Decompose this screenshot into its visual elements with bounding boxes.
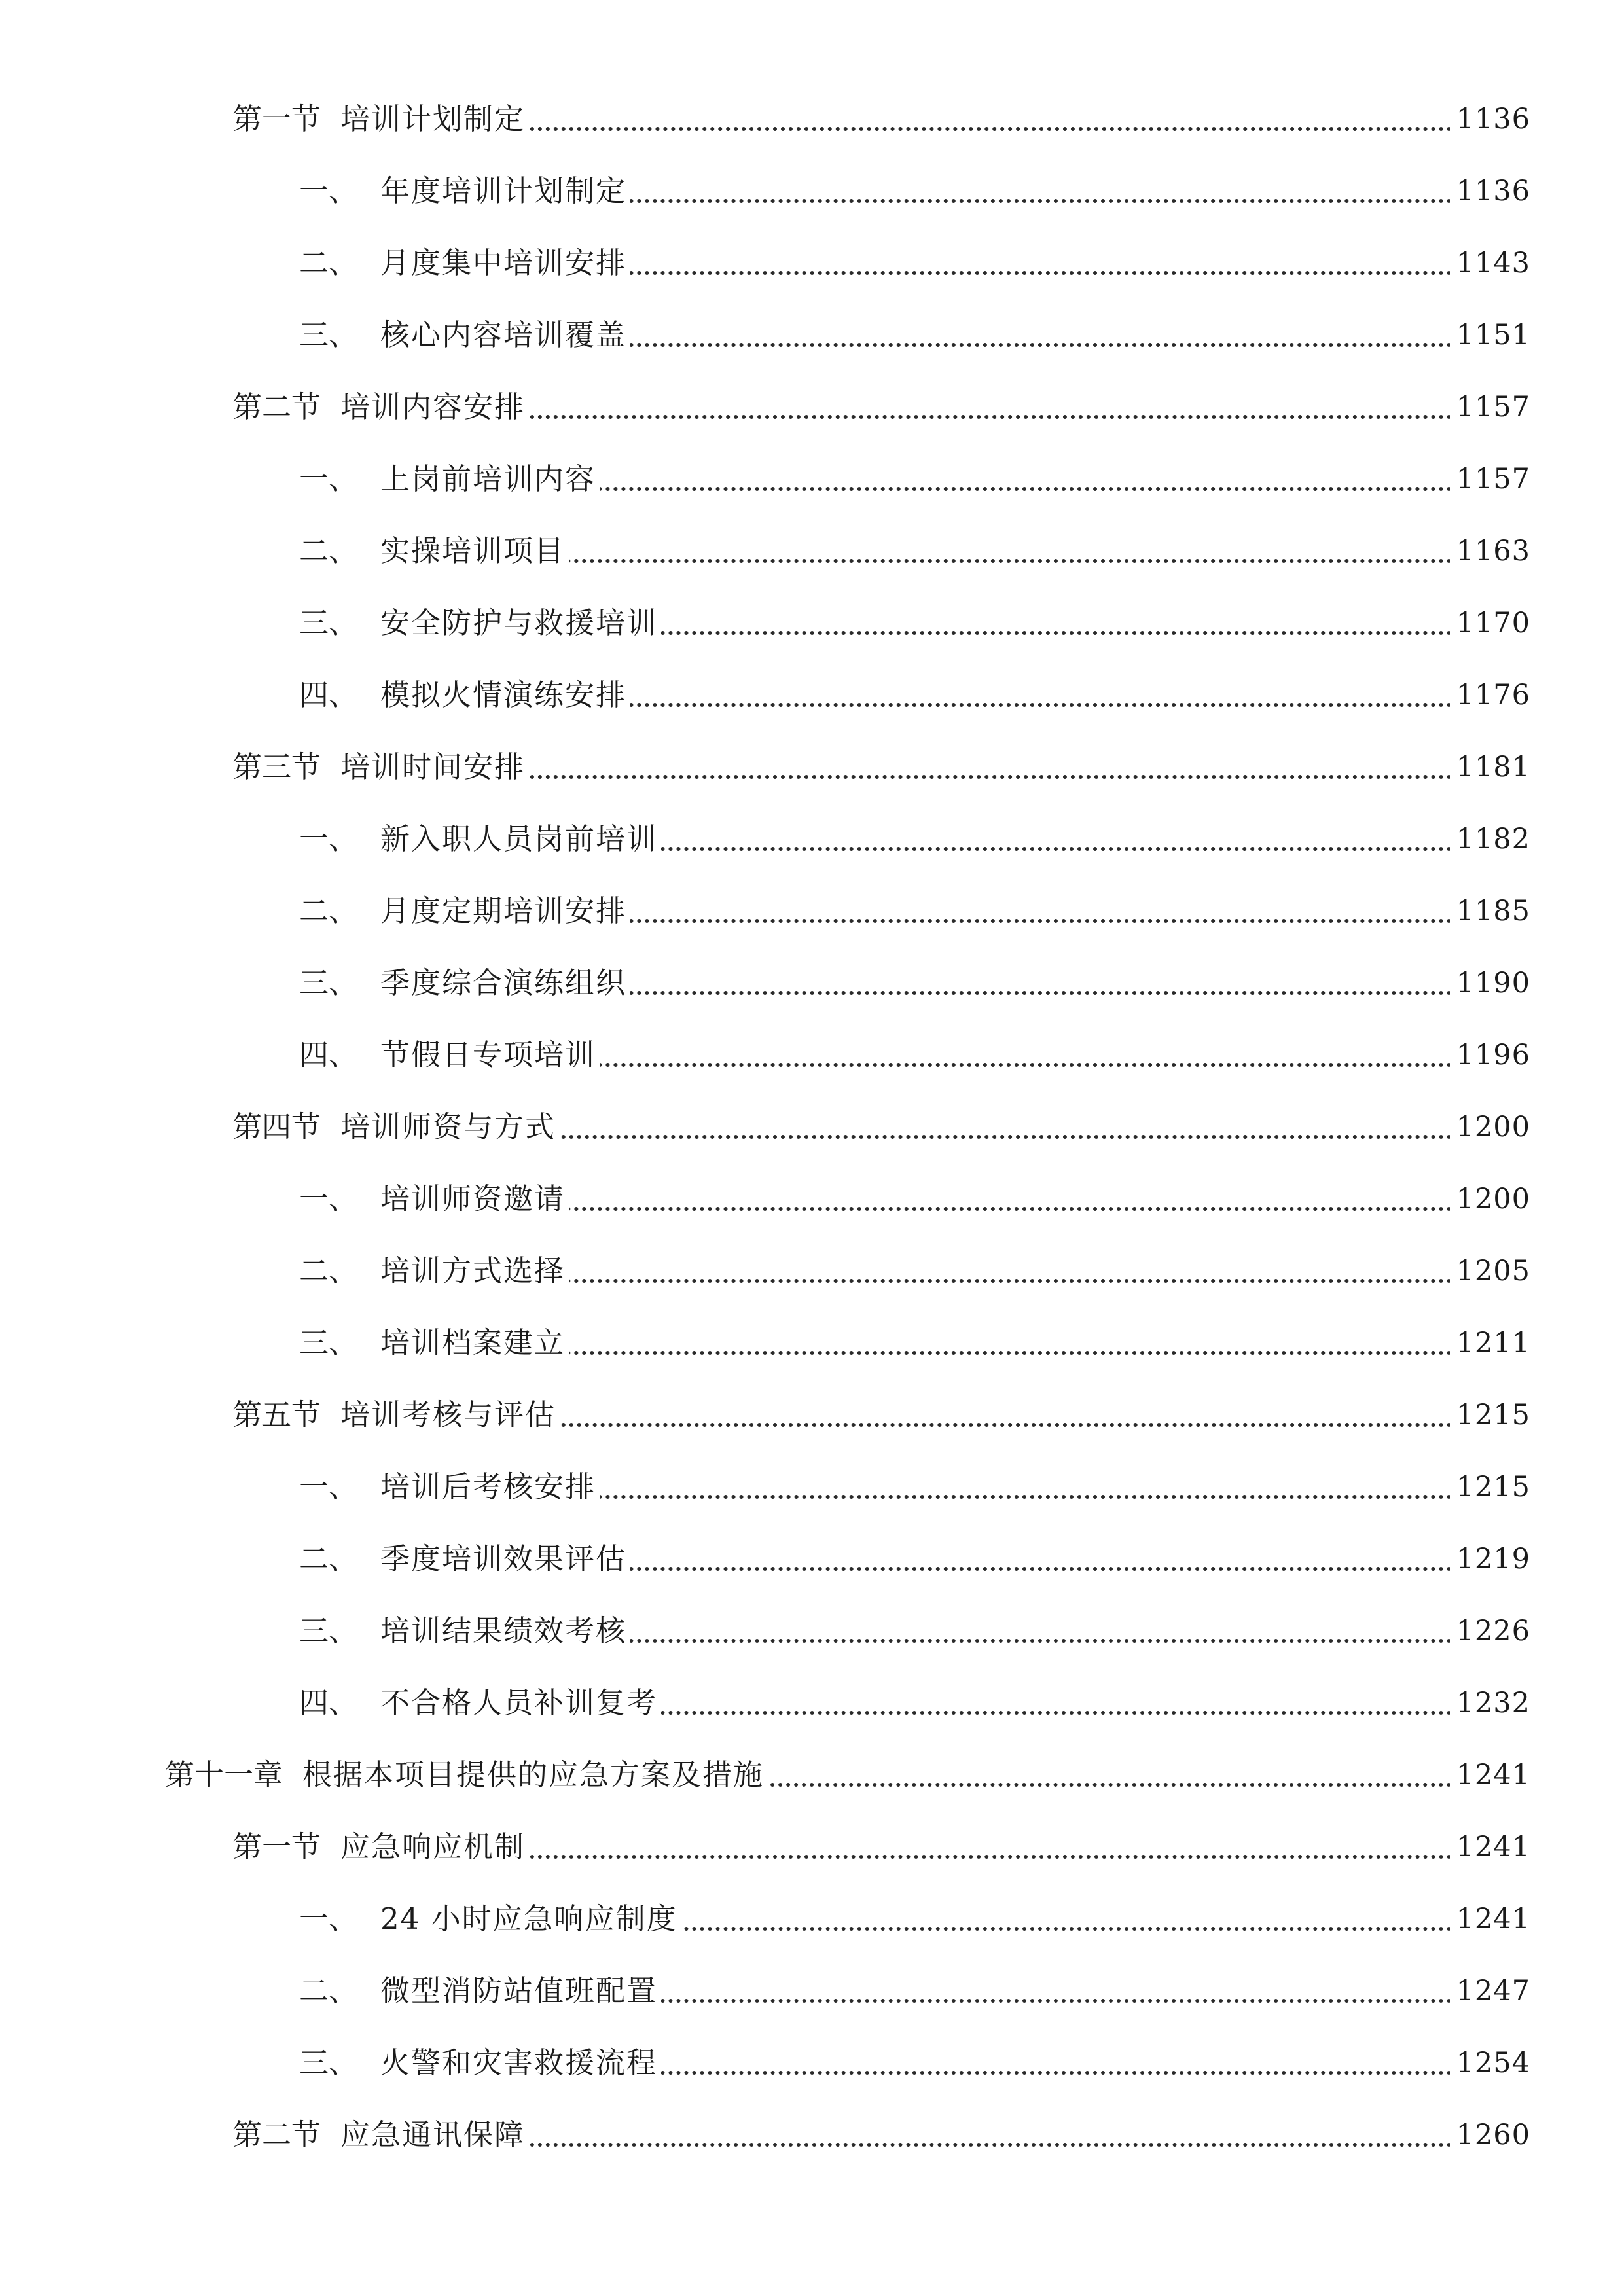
toc-entry-number: 一、 [299, 1181, 359, 1216]
toc-page-number: 1226 [1450, 1608, 1530, 1654]
toc-subsection-row[interactable] [0, 456, 1624, 502]
toc-entry-title: 培训后考核安排 [380, 1469, 596, 1504]
toc-entry-title: 模拟火情演练安排 [380, 677, 627, 712]
toc-entry-number: 四、 [299, 1037, 359, 1072]
toc-entry-text [299, 2040, 661, 2086]
toc-entry-text [299, 1032, 600, 1078]
toc-entry-number: 四、 [299, 677, 359, 712]
toc-page-number: 1136 [1450, 168, 1530, 214]
toc-page-number: 1157 [1450, 456, 1530, 502]
toc-page-number: 1241 [1450, 1752, 1530, 1798]
toc-page-number: 1143 [1450, 240, 1530, 286]
toc-entry-number: 一、 [299, 461, 359, 496]
toc-entry-title: 培训时间安排 [340, 749, 526, 784]
toc-subsection-row[interactable] [0, 1896, 1624, 1942]
toc-page-number: 1163 [1450, 528, 1530, 574]
toc-subsection-row[interactable] [0, 816, 1624, 862]
toc-subsection-row[interactable] [0, 2040, 1624, 2086]
toc-subsection-row[interactable] [0, 960, 1624, 1006]
toc-subsection-row[interactable] [0, 1176, 1624, 1222]
toc-entry-text [299, 960, 630, 1006]
toc-entry-text [165, 1752, 768, 1798]
toc-entry-text [299, 1536, 630, 1582]
toc-entry-text [299, 1176, 569, 1222]
toc-entry-title: 培训师资邀请 [380, 1181, 566, 1216]
toc-entry-number: 第五节 [232, 1397, 321, 1432]
toc-entry-text [232, 96, 529, 142]
toc-subsection-row[interactable] [0, 312, 1624, 358]
toc-page-number: 1151 [1450, 312, 1530, 358]
toc-entry-number: 第一节 [232, 101, 321, 136]
toc-entry-text [299, 1248, 569, 1294]
toc-section-row[interactable] [0, 96, 1624, 142]
toc-entry-number: 一、 [299, 821, 359, 856]
toc-page-number: 1232 [1450, 1680, 1530, 1726]
toc-entry-number: 第二节 [232, 389, 321, 424]
toc-entry-title: 核心内容培训覆盖 [380, 317, 627, 352]
toc-subsection-row[interactable] [0, 1608, 1624, 1654]
toc-subsection-row[interactable] [0, 528, 1624, 574]
toc-entry-title: 培训内容安排 [340, 389, 526, 424]
toc-page-number: 1157 [1450, 384, 1530, 430]
toc-subsection-row[interactable] [0, 672, 1624, 718]
toc-entry-number: 三、 [299, 1613, 359, 1648]
toc-entry-number: 二、 [299, 1253, 359, 1288]
toc-page-number: 1170 [1450, 600, 1530, 646]
toc-subsection-row[interactable] [0, 1248, 1624, 1294]
toc-page-number: 1196 [1450, 1032, 1530, 1078]
toc-page-number: 1185 [1450, 888, 1530, 934]
toc-entry-title: 24 小时应急响应制度 [380, 1901, 677, 1936]
toc-entry-text [232, 2112, 529, 2158]
toc-entry-text [232, 1824, 529, 1870]
toc-entry-title: 年度培训计划制定 [380, 173, 627, 208]
toc-entry-text [232, 384, 529, 430]
toc-entry-number: 第一节 [232, 1829, 321, 1864]
toc-section-row[interactable] [0, 2112, 1624, 2158]
toc-entry-title: 季度培训效果评估 [380, 1541, 627, 1576]
toc-entry-number: 三、 [299, 965, 359, 1000]
toc-entry-title: 培训方式选择 [380, 1253, 566, 1288]
toc-entry-title: 月度定期培训安排 [380, 893, 627, 928]
toc-entry-text [299, 816, 661, 862]
toc-entry-number: 二、 [299, 1541, 359, 1576]
toc-section-row[interactable] [0, 744, 1624, 790]
toc-entry-title: 实操培训项目 [380, 533, 566, 568]
toc-subsection-row[interactable] [0, 600, 1624, 646]
toc-entry-title: 季度综合演练组织 [380, 965, 627, 1000]
toc-page-number: 1247 [1450, 1968, 1530, 2014]
toc-subsection-row[interactable] [0, 1032, 1624, 1078]
toc-entry-text [299, 1680, 661, 1726]
toc-subsection-row[interactable] [0, 168, 1624, 214]
toc-page-number: 1200 [1450, 1104, 1530, 1150]
toc-page-number: 1254 [1450, 2040, 1530, 2086]
toc-page-number: 1181 [1450, 744, 1530, 790]
toc-page-number: 1200 [1450, 1176, 1530, 1222]
toc-entry-title: 培训计划制定 [340, 101, 526, 136]
toc-page-number: 1241 [1450, 1896, 1530, 1942]
toc-entry-title: 上岗前培训内容 [380, 461, 596, 496]
toc-entry-number: 二、 [299, 893, 359, 928]
toc-page-number: 1215 [1450, 1464, 1530, 1510]
toc-entry-text [299, 600, 661, 646]
toc-entry-text [299, 1320, 569, 1366]
toc-entry-title: 培训档案建立 [380, 1325, 566, 1360]
toc-entry-number: 二、 [299, 1973, 359, 2008]
toc-entry-title: 节假日专项培训 [380, 1037, 596, 1072]
toc-entry-number: 第三节 [232, 749, 321, 784]
toc-entry-title: 火警和灾害救援流程 [380, 2045, 658, 2080]
toc-entry-text [232, 1104, 560, 1150]
toc-entry-text [299, 1464, 600, 1510]
toc-entry-title: 安全防护与救援培训 [380, 605, 658, 640]
toc-entry-text [299, 456, 600, 502]
toc-entry-number: 第十一章 [165, 1757, 283, 1792]
toc-subsection-row[interactable] [0, 240, 1624, 286]
toc-entry-title: 不合格人员补训复考 [380, 1685, 658, 1720]
toc-chapter-row[interactable] [0, 1752, 1624, 1798]
toc-subsection-row[interactable] [0, 1464, 1624, 1510]
toc-page-number: 1215 [1450, 1392, 1530, 1438]
toc-entry-title: 培训结果绩效考核 [380, 1613, 627, 1648]
toc-entry-number: 三、 [299, 1325, 359, 1360]
toc-page-number: 1211 [1450, 1320, 1530, 1366]
toc-entry-title: 应急通讯保障 [340, 2117, 526, 2152]
toc-entry-number: 三、 [299, 317, 359, 352]
toc-entry-text [299, 1968, 661, 2014]
toc-section-row[interactable] [0, 384, 1624, 430]
toc-subsection-row[interactable] [0, 1320, 1624, 1366]
toc-page-number: 1190 [1450, 960, 1530, 1006]
toc-entry-text [232, 1392, 560, 1438]
toc-entry-title: 根据本项目提供的应急方案及措施 [302, 1757, 765, 1792]
toc-entry-text [299, 240, 630, 286]
toc-page-number: 1136 [1450, 96, 1530, 142]
toc-page-number: 1219 [1450, 1536, 1530, 1582]
toc-entry-title: 培训师资与方式 [340, 1109, 556, 1144]
toc-subsection-row[interactable] [0, 1680, 1624, 1726]
toc-subsection-row[interactable] [0, 1536, 1624, 1582]
toc-entry-number: 一、 [299, 1469, 359, 1504]
toc-entry-title: 新入职人员岗前培训 [380, 821, 658, 856]
toc-entry-text [299, 672, 630, 718]
toc-entry-text [299, 1608, 630, 1654]
toc-entry-text [299, 528, 569, 574]
toc-page-number: 1176 [1450, 672, 1530, 718]
toc-entry-text [299, 312, 630, 358]
toc-entry-number: 三、 [299, 2045, 359, 2080]
toc-section-row[interactable] [0, 1824, 1624, 1870]
toc-entry-title: 微型消防站值班配置 [380, 1973, 658, 2008]
toc-page-number: 1205 [1450, 1248, 1530, 1294]
toc-entry-text [299, 888, 630, 934]
toc-entry-number: 四、 [299, 1685, 359, 1720]
toc-entry-text [299, 1896, 681, 1942]
toc-entry-number: 二、 [299, 533, 359, 568]
toc-entry-number: 三、 [299, 605, 359, 640]
toc-section-row[interactable] [0, 1104, 1624, 1150]
toc-page-number: 1241 [1450, 1824, 1530, 1870]
toc-entry-number: 二、 [299, 245, 359, 280]
toc-entry-title: 培训考核与评估 [340, 1397, 556, 1432]
toc-entry-title: 应急响应机制 [340, 1829, 526, 1864]
toc-entry-title: 月度集中培训安排 [380, 245, 627, 280]
toc-entry-number: 第二节 [232, 2117, 321, 2152]
toc-entry-text [232, 744, 529, 790]
toc-entry-number: 第四节 [232, 1109, 321, 1144]
toc-entry-number: 一、 [299, 1901, 359, 1936]
toc-subsection-row[interactable] [0, 888, 1624, 934]
toc-subsection-row[interactable] [0, 1968, 1624, 2014]
toc-section-row[interactable] [0, 1392, 1624, 1438]
toc-page-number: 1260 [1450, 2112, 1530, 2158]
toc-page-number: 1182 [1450, 816, 1530, 862]
toc-entry-number: 一、 [299, 173, 359, 208]
toc-entry-text [299, 168, 630, 214]
